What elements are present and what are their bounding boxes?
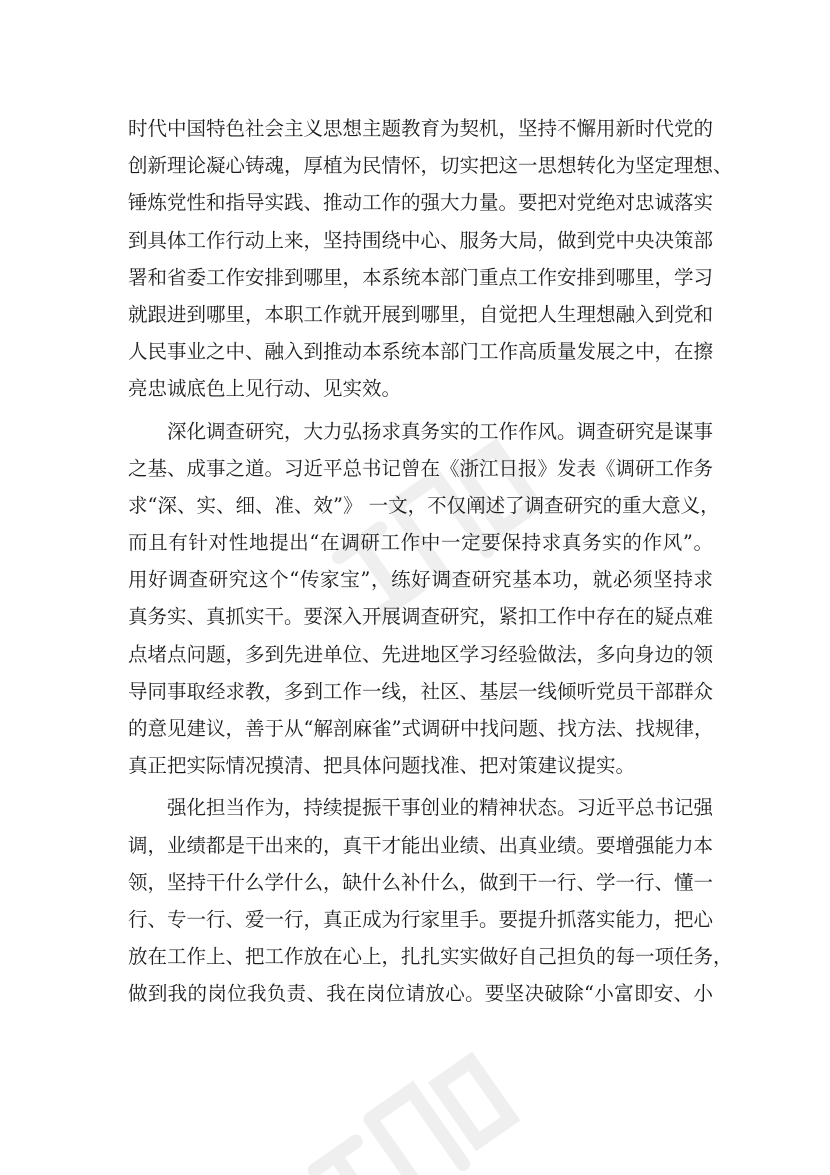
- document-body: [128, 110, 733, 1013]
- text-line: 之基、成事之道。习近平总书记曾在《浙江日报》发表《调研工作务: [128, 456, 714, 480]
- text-line: 时代中国特色社会主义思想主题教育为契机，坚持不懈用新时代党的: [128, 117, 714, 140]
- paragraph: [128, 789, 733, 1012]
- text-line: 的意见建议，善于从“解剖麻雀”式调研中找问题、找方法、找规律，: [128, 717, 714, 740]
- watermark-stamp: [270, 1045, 530, 1175]
- text-line: 而且有针对性地提出“在调研工作中一定要保持求真务实的作风”。: [128, 531, 713, 555]
- text-line: 强化担当作为，持续提振干事创业的精神状态。习近平总书记强: [167, 796, 714, 820]
- text-line: 亮忠诚底色上见行动、见实效。: [128, 377, 402, 401]
- text-line: 调，业绩都是干出来的，真干才能出业绩、出真业绩。要增强能力本: [128, 833, 714, 857]
- text-line: 领，坚持干什么学什么，缺什么补什么，做到干一行、学一行、懂一: [128, 870, 714, 894]
- text-line: 署和省委工作安排到哪里，本系统本部门重点工作安排到哪里，学习: [128, 265, 714, 289]
- text-line: 创新理论凝心铸魂，厚植为民情怀，切实把这一思想转化为坚定理想、: [128, 154, 733, 178]
- text-line: 求“深、实、细、准、效”》 一文，不仅阐述了调查研究的重大意义，: [128, 493, 720, 517]
- text-line: 用好调查研究这个“传家宝”，练好调查研究基本功，就必须坚持求: [128, 568, 713, 592]
- text-line: 放在工作上、把工作放在心上，扎扎实实做好自己担负的每一项任务，: [128, 945, 733, 969]
- paragraph: [128, 413, 720, 785]
- text-line: 行、专一行、爱一行，真正成为行家里手。要提升抓落实能力，把心: [128, 907, 714, 931]
- text-line: 做到我的岗位我负责、我在岗位请放心。要坚决破除“小富即安、小: [128, 982, 713, 1006]
- text-line: 锤炼党性和指导实践、推动工作的强大力量。要把对党绝对忠诚落实: [128, 191, 714, 215]
- text-line: 真务实、真抓实干。要深入开展调查研究，紧扣工作中存在的疑点难: [128, 605, 714, 629]
- text-line: 人民事业之中、融入到推动本系统本部门工作高质量发展之中，在擦: [128, 340, 714, 364]
- paragraph: [128, 110, 733, 408]
- text-line: 真正把实际情况摸清、把具体问题找准、把对策建议提实。: [128, 754, 636, 778]
- text-line: 点堵点问题，多到先进单位、先进地区学习经验做法，多向身边的领: [128, 642, 714, 666]
- text-line: 导同事取经求教，多到工作一线，社区、基层一线倾听党员干部群众: [128, 679, 714, 703]
- text-line: 就跟进到哪里，本职工作就开展到哪里，自觉把人生理想融入到党和: [128, 302, 714, 326]
- text-line: 深化调查研究，大力弘扬求真务实的工作作风。调查研究是谋事: [167, 419, 714, 443]
- text-line: 到具体工作行动上来，坚持围绕中心、服务大局，做到党中央决策部: [128, 228, 714, 252]
